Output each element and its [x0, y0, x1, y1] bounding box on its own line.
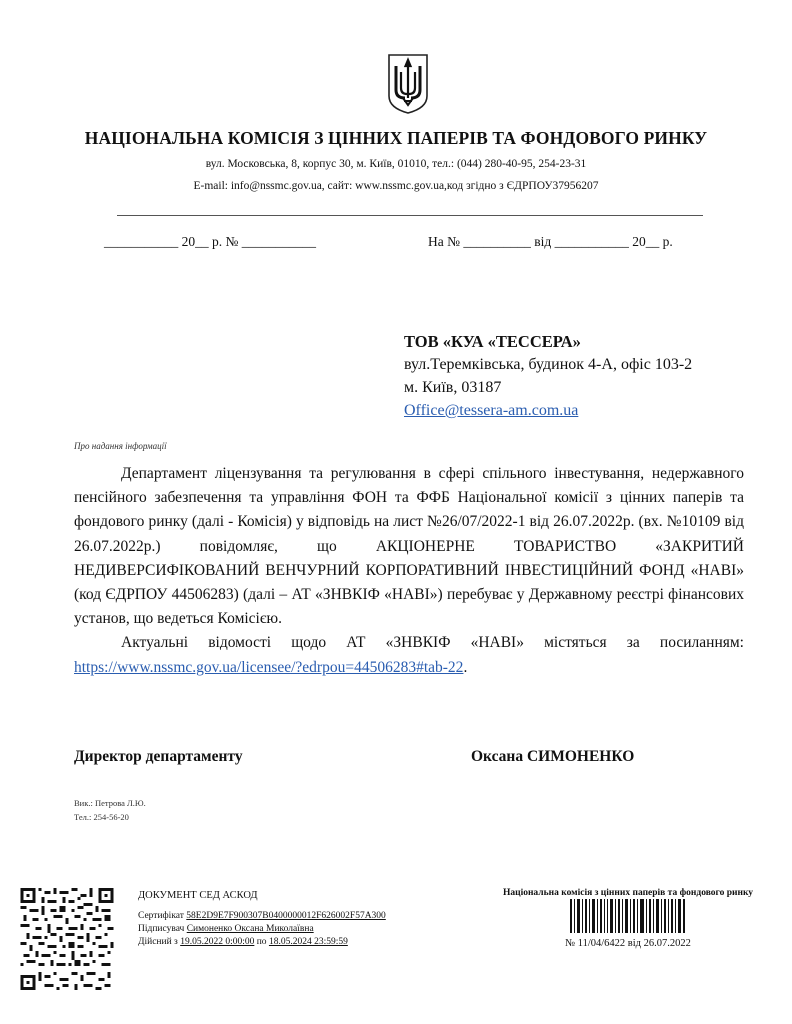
valid-to-value: 18.05.2024 23:59:59 [268, 937, 348, 947]
stamp-number: № 11/04/6422 від 26.07.2022 [565, 938, 691, 949]
validity-row [138, 936, 386, 949]
body-paragraph-1: Департамент ліцензування та регулювання в сфері спільного інвестування, недержавного пенсійного забезпечення та управління ФОН та ФФБ Національної комісії з цінних паперів та фондового ринку (далі - Комісія) у відповідь на лист №26/07/2022-1 від 26.07.2022р. (вх. №10109 від 26.07.2022р.) повідомляє, що АКЦІОНЕРНЕ ТОВАРИСТВО «ЗАКРИТИЙ НЕДИВЕРСИФІКОВАНИЙ ВЕНЧУРНИЙ КОРПОРАТИВНИЙ ІНВЕСТИЦІЙНИЙ ФОНД «НАВІ» (код ЄДРПОУ 44506283) (далі – АТ «ЗНВКІФ «НАВІ») перебуває у Державному реєстрі фінансових установ, що ведеться Комісією. [74, 465, 744, 628]
recipient-email-link[interactable]: Office@tessera-am.com.ua [404, 402, 579, 419]
certificate-row [138, 910, 386, 923]
organization-title: НАЦІОНАЛЬНА КОМІСІЯ З ЦІННИХ ПАПЕРІВ ТА ФОНДОВОГО РИНКУ [84, 128, 708, 148]
signatory-position: Директор департаменту [74, 748, 243, 765]
paragraph-2-end: . [463, 658, 468, 676]
recipient-name: ТОВ «КУА «ТЕССЕРА» [404, 332, 581, 351]
recipient-city: м. Київ, 03187 [404, 379, 502, 396]
recipient-street: вул.Теремківська, будинок 4-А, офіс 103-2 [404, 356, 693, 373]
valid-from-value: 19.05.2022 0:00:00 [180, 937, 255, 947]
letter-subject: Про надання інформації [74, 441, 167, 451]
recipient-block [404, 330, 692, 422]
barcode-icon [568, 899, 688, 933]
ecd-header: ДОКУМЕНТ СЕД АСКОД [138, 890, 258, 901]
qr-code-icon [20, 888, 114, 990]
valid-from-label: Дійсний з [138, 937, 178, 947]
incoming-reference: На № __________ від ___________ 20__ р. [428, 234, 673, 249]
organization-address: вул. Московська, 8, корпус 30, м. Київ, 01010, тел.: (044) 280-40-95, 254-23-31 [205, 158, 587, 170]
valid-to-label: по [256, 937, 267, 947]
certificate-label: Сертифікат [138, 911, 184, 921]
signer-value: Симоненко Оксана Миколаївна [186, 924, 314, 934]
executor-info [74, 796, 146, 824]
certificate-value: 58E2D9E7F900307B0400000012F626002F57A300 [186, 911, 386, 921]
coat-of-arms-trident-icon [386, 52, 430, 116]
registry-link[interactable]: https://www.nssmc.gov.ua/licensee/?edrpou=44506283#tab-22 [74, 658, 464, 676]
body-paragraph-2 [74, 631, 744, 679]
paragraph-2-text: Актуальні відомості щодо АТ «ЗНВКІФ «НАВІ» містяться за посиланням: [121, 634, 744, 652]
executor-phone: Тел.: 254-56-20 [74, 812, 129, 822]
registration-stamp [478, 888, 778, 949]
signatory-name: Оксана СИМОНЕНКО [471, 748, 635, 765]
outgoing-registration: ___________ 20__ р. № ___________ [104, 234, 317, 249]
electronic-signature-info [138, 889, 386, 949]
letter-body [74, 462, 744, 680]
executor-name: Вик.: Петрова Л.Ю. [74, 798, 146, 808]
stamp-title: Національна комісія з цінних паперів та фондового ринку [502, 888, 754, 898]
organization-contacts: E-mail: info@nssmc.gov.ua, сайт: www.nssmc.gov.ua,код згідно з ЄДРПОУ37956207 [193, 180, 599, 192]
header-divider [117, 215, 703, 216]
signer-row [138, 923, 386, 936]
signer-label: Підписувач [138, 924, 185, 934]
